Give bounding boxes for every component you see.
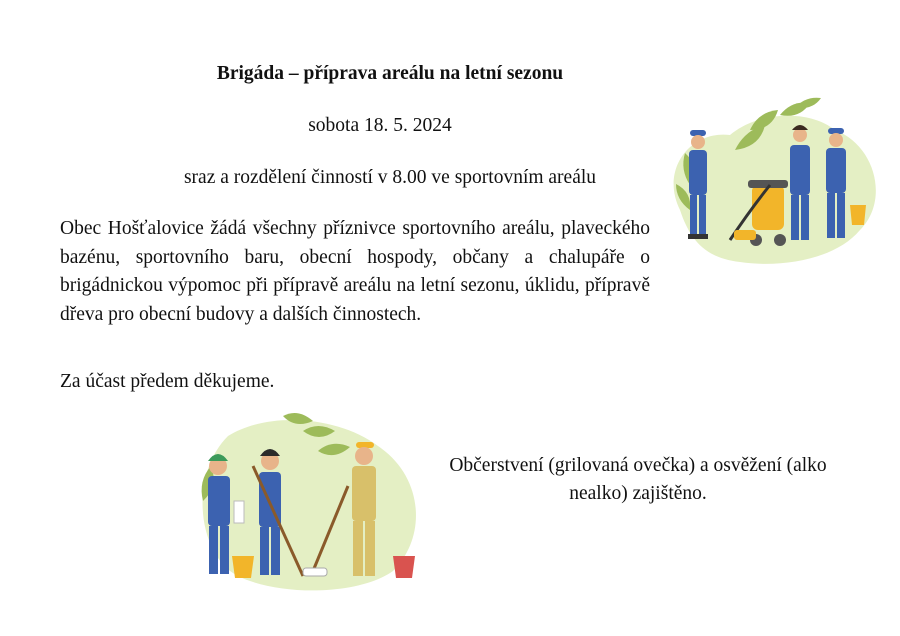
flyer-title: Brigáda – příprava areálu na letní sezonu bbox=[216, 63, 564, 84]
meeting-info: sraz a rozdělení činností v 8.00 ve sportovním areálu bbox=[183, 167, 597, 188]
refreshments-note: Občerstvení (grilovaná ovečka) a osvěžení (alko nealko) zajištěno. bbox=[449, 455, 827, 504]
cleaning-crew-vacuum-illustration bbox=[660, 90, 886, 270]
bucket-yellow bbox=[232, 556, 254, 578]
cleaning-crew-mop-illustration bbox=[188, 406, 428, 596]
thanks-line: Za účast předem děkujeme. bbox=[60, 371, 275, 392]
event-date: sobota 18. 5. 2024 bbox=[308, 115, 452, 136]
invitation-paragraph: Obec Hošťalovice žádá všechny příznivce sportovního areálu, plaveckého bazénu, sportovního baru, obecní hospody, občany a chalupáře o brigádnickou výpomoc při přípravě areálu na letní sezonu, úklidu, přípravě dřeva pro obecní budovy a dalších činnostech. bbox=[60, 218, 650, 325]
bucket-red bbox=[393, 556, 415, 578]
